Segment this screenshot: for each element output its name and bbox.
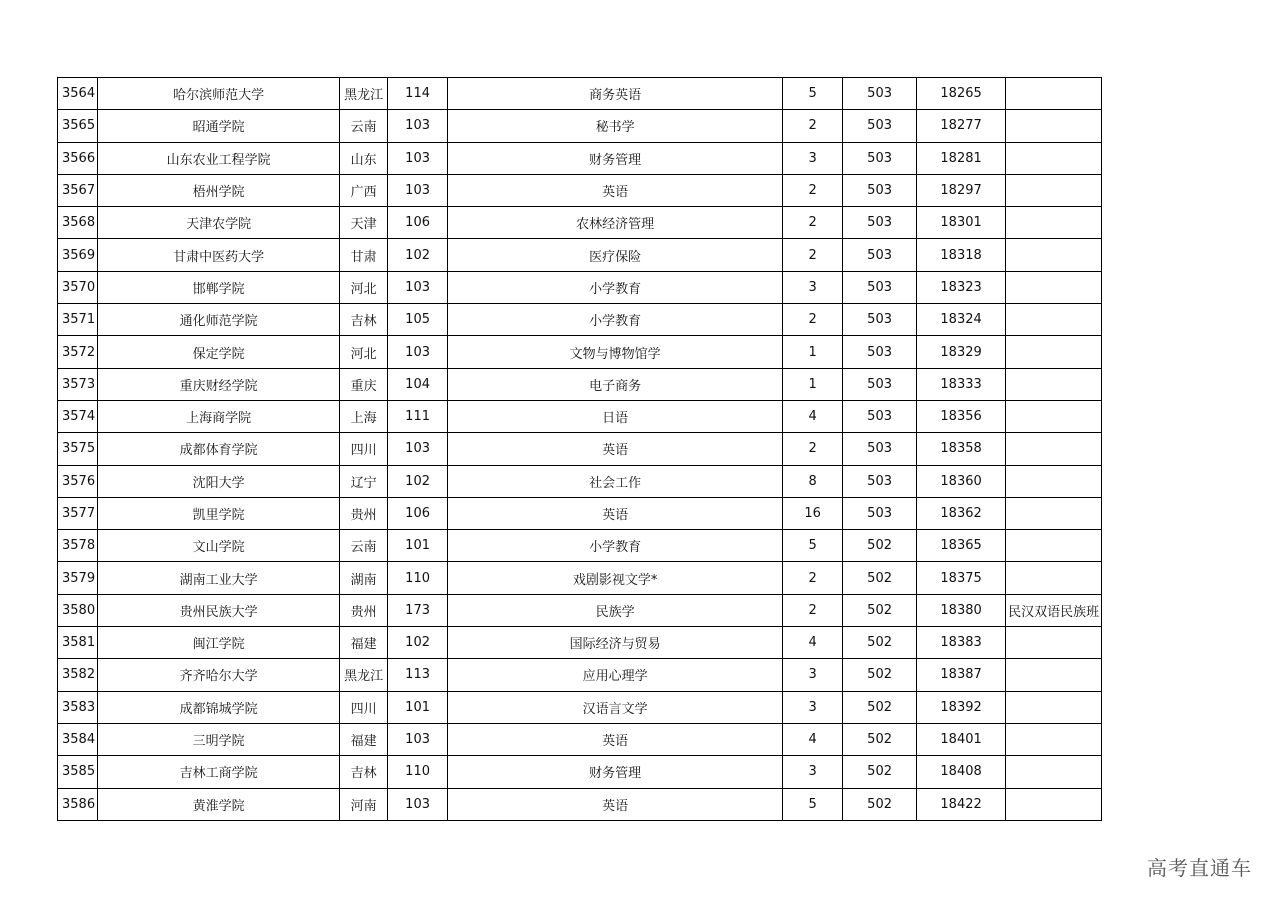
cell-note — [1006, 142, 1102, 174]
cell-note — [1006, 174, 1102, 206]
cell-rank: 18323 — [917, 271, 1006, 303]
cell-score: 503 — [843, 174, 917, 206]
cell-score: 502 — [843, 659, 917, 691]
cell-school: 山东农业工程学院 — [98, 142, 340, 174]
cell-province: 贵州 — [340, 594, 388, 626]
cell-major: 农林经济管理 — [448, 207, 783, 239]
cell-rank: 18360 — [917, 465, 1006, 497]
cell-rank: 18362 — [917, 497, 1006, 529]
cell-score: 502 — [843, 562, 917, 594]
cell-school: 重庆财经学院 — [98, 368, 340, 400]
cell-plan: 3 — [783, 691, 843, 723]
cell-code: 103 — [388, 142, 448, 174]
cell-code: 111 — [388, 400, 448, 432]
cell-code: 110 — [388, 562, 448, 594]
cell-plan: 1 — [783, 336, 843, 368]
cell-seq: 3569 — [58, 239, 98, 271]
cell-code: 106 — [388, 207, 448, 239]
cell-school: 吉林工商学院 — [98, 756, 340, 788]
table-row — [58, 594, 1102, 626]
table-row — [58, 465, 1102, 497]
cell-seq: 3570 — [58, 271, 98, 303]
cell-seq: 3575 — [58, 433, 98, 465]
cell-major: 医疗保险 — [448, 239, 783, 271]
cell-note: 民汉双语民族班 — [1006, 594, 1102, 626]
cell-school: 齐齐哈尔大学 — [98, 659, 340, 691]
cell-major: 财务管理 — [448, 142, 783, 174]
cell-major: 小学教育 — [448, 530, 783, 562]
table-row — [58, 497, 1102, 529]
cell-rank: 18401 — [917, 723, 1006, 755]
cell-school: 凯里学院 — [98, 497, 340, 529]
cell-code: 102 — [388, 239, 448, 271]
table-row — [58, 174, 1102, 206]
cell-code: 103 — [388, 788, 448, 820]
cell-major: 应用心理学 — [448, 659, 783, 691]
cell-note — [1006, 691, 1102, 723]
cell-plan: 8 — [783, 465, 843, 497]
cell-school: 黄淮学院 — [98, 788, 340, 820]
cell-seq: 3576 — [58, 465, 98, 497]
cell-province: 天津 — [340, 207, 388, 239]
cell-plan: 2 — [783, 562, 843, 594]
cell-province: 福建 — [340, 723, 388, 755]
cell-seq: 3564 — [58, 78, 98, 110]
cell-major: 英语 — [448, 433, 783, 465]
table-row — [58, 400, 1102, 432]
cell-plan: 3 — [783, 756, 843, 788]
cell-code: 103 — [388, 110, 448, 142]
cell-school: 哈尔滨师范大学 — [98, 78, 340, 110]
cell-note — [1006, 530, 1102, 562]
cell-score: 503 — [843, 207, 917, 239]
cell-rank: 18375 — [917, 562, 1006, 594]
cell-rank: 18408 — [917, 756, 1006, 788]
cell-major: 戏剧影视文学* — [448, 562, 783, 594]
cell-seq: 3581 — [58, 627, 98, 659]
cell-rank: 18265 — [917, 78, 1006, 110]
cell-province: 吉林 — [340, 756, 388, 788]
cell-plan: 4 — [783, 627, 843, 659]
cell-province: 甘肃 — [340, 239, 388, 271]
cell-rank: 18318 — [917, 239, 1006, 271]
cell-seq: 3582 — [58, 659, 98, 691]
cell-note — [1006, 433, 1102, 465]
cell-code: 173 — [388, 594, 448, 626]
cell-code: 110 — [388, 756, 448, 788]
cell-school: 成都体育学院 — [98, 433, 340, 465]
cell-note — [1006, 304, 1102, 336]
cell-province: 上海 — [340, 400, 388, 432]
cell-score: 503 — [843, 497, 917, 529]
cell-major: 财务管理 — [448, 756, 783, 788]
cell-rank: 18387 — [917, 659, 1006, 691]
cell-major: 国际经济与贸易 — [448, 627, 783, 659]
cell-note — [1006, 788, 1102, 820]
cell-province: 贵州 — [340, 497, 388, 529]
cell-rank: 18365 — [917, 530, 1006, 562]
cell-score: 502 — [843, 788, 917, 820]
cell-plan: 1 — [783, 368, 843, 400]
cell-score: 502 — [843, 530, 917, 562]
cell-plan: 2 — [783, 110, 843, 142]
cell-major: 民族学 — [448, 594, 783, 626]
cell-score: 503 — [843, 336, 917, 368]
cell-score: 503 — [843, 304, 917, 336]
cell-rank: 18324 — [917, 304, 1006, 336]
cell-rank: 18392 — [917, 691, 1006, 723]
cell-seq: 3565 — [58, 110, 98, 142]
cell-note — [1006, 497, 1102, 529]
cell-province: 河北 — [340, 336, 388, 368]
cell-plan: 3 — [783, 659, 843, 691]
table-row — [58, 756, 1102, 788]
cell-major: 英语 — [448, 174, 783, 206]
table-row — [58, 304, 1102, 336]
cell-plan: 5 — [783, 788, 843, 820]
cell-seq: 3580 — [58, 594, 98, 626]
cell-score: 503 — [843, 271, 917, 303]
cell-note — [1006, 400, 1102, 432]
cell-major: 小学教育 — [448, 271, 783, 303]
cell-score: 503 — [843, 368, 917, 400]
cell-province: 四川 — [340, 691, 388, 723]
cell-plan: 4 — [783, 400, 843, 432]
cell-seq: 3577 — [58, 497, 98, 529]
cell-school: 沈阳大学 — [98, 465, 340, 497]
cell-rank: 18380 — [917, 594, 1006, 626]
cell-major: 英语 — [448, 497, 783, 529]
cell-major: 社会工作 — [448, 465, 783, 497]
cell-rank: 18277 — [917, 110, 1006, 142]
cell-note — [1006, 110, 1102, 142]
table-row — [58, 368, 1102, 400]
cell-plan: 2 — [783, 304, 843, 336]
cell-score: 503 — [843, 110, 917, 142]
cell-rank: 18301 — [917, 207, 1006, 239]
cell-province: 河南 — [340, 788, 388, 820]
cell-seq: 3585 — [58, 756, 98, 788]
cell-province: 黑龙江 — [340, 78, 388, 110]
cell-seq: 3574 — [58, 400, 98, 432]
cell-rank: 18297 — [917, 174, 1006, 206]
cell-rank: 18422 — [917, 788, 1006, 820]
cell-score: 503 — [843, 465, 917, 497]
cell-seq: 3586 — [58, 788, 98, 820]
cell-seq: 3583 — [58, 691, 98, 723]
cell-province: 湖南 — [340, 562, 388, 594]
table-row — [58, 78, 1102, 110]
cell-code: 114 — [388, 78, 448, 110]
cell-note — [1006, 368, 1102, 400]
cell-rank: 18281 — [917, 142, 1006, 174]
cell-province: 福建 — [340, 627, 388, 659]
cell-seq: 3572 — [58, 336, 98, 368]
cell-seq: 3584 — [58, 723, 98, 755]
cell-score: 503 — [843, 78, 917, 110]
cell-plan: 5 — [783, 78, 843, 110]
cell-note — [1006, 723, 1102, 755]
table-row — [58, 659, 1102, 691]
cell-code: 106 — [388, 497, 448, 529]
table-row — [58, 142, 1102, 174]
cell-school: 梧州学院 — [98, 174, 340, 206]
cell-major: 日语 — [448, 400, 783, 432]
cell-school: 成都锦城学院 — [98, 691, 340, 723]
cell-seq: 3568 — [58, 207, 98, 239]
table-row — [58, 562, 1102, 594]
cell-seq: 3571 — [58, 304, 98, 336]
cell-rank: 18333 — [917, 368, 1006, 400]
cell-school: 邯郸学院 — [98, 271, 340, 303]
admissions-table — [57, 77, 1102, 821]
cell-seq: 3573 — [58, 368, 98, 400]
table-row — [58, 207, 1102, 239]
cell-score: 502 — [843, 723, 917, 755]
cell-note — [1006, 207, 1102, 239]
cell-school: 上海商学院 — [98, 400, 340, 432]
cell-note — [1006, 562, 1102, 594]
cell-school: 昭通学院 — [98, 110, 340, 142]
cell-note — [1006, 659, 1102, 691]
cell-note — [1006, 465, 1102, 497]
cell-school: 保定学院 — [98, 336, 340, 368]
table-row — [58, 271, 1102, 303]
cell-score: 503 — [843, 400, 917, 432]
table-row — [58, 788, 1102, 820]
table-row — [58, 530, 1102, 562]
cell-score: 502 — [843, 756, 917, 788]
cell-major: 商务英语 — [448, 78, 783, 110]
cell-plan: 2 — [783, 433, 843, 465]
watermark: 高考直通车 — [1147, 856, 1252, 880]
cell-score: 502 — [843, 627, 917, 659]
cell-score: 503 — [843, 142, 917, 174]
cell-plan: 16 — [783, 497, 843, 529]
cell-rank: 18356 — [917, 400, 1006, 432]
cell-note — [1006, 336, 1102, 368]
cell-code: 104 — [388, 368, 448, 400]
cell-score: 502 — [843, 594, 917, 626]
cell-school: 文山学院 — [98, 530, 340, 562]
cell-note — [1006, 627, 1102, 659]
cell-score: 503 — [843, 239, 917, 271]
cell-major: 文物与博物馆学 — [448, 336, 783, 368]
cell-province: 四川 — [340, 433, 388, 465]
cell-plan: 4 — [783, 723, 843, 755]
cell-province: 山东 — [340, 142, 388, 174]
cell-seq: 3566 — [58, 142, 98, 174]
cell-rank: 18329 — [917, 336, 1006, 368]
cell-major: 英语 — [448, 723, 783, 755]
cell-province: 云南 — [340, 110, 388, 142]
cell-code: 105 — [388, 304, 448, 336]
cell-seq: 3567 — [58, 174, 98, 206]
cell-school: 贵州民族大学 — [98, 594, 340, 626]
cell-code: 113 — [388, 659, 448, 691]
cell-code: 102 — [388, 465, 448, 497]
cell-code: 103 — [388, 336, 448, 368]
cell-province: 重庆 — [340, 368, 388, 400]
cell-plan: 5 — [783, 530, 843, 562]
cell-score: 503 — [843, 433, 917, 465]
cell-code: 103 — [388, 723, 448, 755]
cell-code: 103 — [388, 433, 448, 465]
cell-plan: 2 — [783, 207, 843, 239]
table-row — [58, 239, 1102, 271]
cell-major: 电子商务 — [448, 368, 783, 400]
cell-plan: 3 — [783, 142, 843, 174]
cell-plan: 2 — [783, 239, 843, 271]
cell-school: 三明学院 — [98, 723, 340, 755]
cell-code: 103 — [388, 174, 448, 206]
cell-score: 502 — [843, 691, 917, 723]
cell-seq: 3579 — [58, 562, 98, 594]
cell-note — [1006, 271, 1102, 303]
cell-code: 101 — [388, 530, 448, 562]
cell-major: 秘书学 — [448, 110, 783, 142]
cell-plan: 3 — [783, 271, 843, 303]
cell-code: 103 — [388, 271, 448, 303]
table-row — [58, 723, 1102, 755]
cell-major: 小学教育 — [448, 304, 783, 336]
cell-school: 甘肃中医药大学 — [98, 239, 340, 271]
cell-province: 河北 — [340, 271, 388, 303]
cell-plan: 2 — [783, 594, 843, 626]
cell-major: 汉语言文学 — [448, 691, 783, 723]
cell-province: 云南 — [340, 530, 388, 562]
table-row — [58, 110, 1102, 142]
table-row — [58, 691, 1102, 723]
cell-school: 闽江学院 — [98, 627, 340, 659]
cell-rank: 18383 — [917, 627, 1006, 659]
cell-school: 通化师范学院 — [98, 304, 340, 336]
cell-plan: 2 — [783, 174, 843, 206]
cell-province: 广西 — [340, 174, 388, 206]
cell-note — [1006, 756, 1102, 788]
cell-rank: 18358 — [917, 433, 1006, 465]
cell-code: 101 — [388, 691, 448, 723]
cell-school: 湖南工业大学 — [98, 562, 340, 594]
cell-school: 天津农学院 — [98, 207, 340, 239]
cell-seq: 3578 — [58, 530, 98, 562]
cell-note — [1006, 239, 1102, 271]
table-row — [58, 336, 1102, 368]
cell-province: 吉林 — [340, 304, 388, 336]
cell-code: 102 — [388, 627, 448, 659]
cell-province: 辽宁 — [340, 465, 388, 497]
table-row — [58, 627, 1102, 659]
cell-province: 黑龙江 — [340, 659, 388, 691]
cell-note — [1006, 78, 1102, 110]
cell-major: 英语 — [448, 788, 783, 820]
table-body — [58, 78, 1102, 821]
table-row — [58, 433, 1102, 465]
